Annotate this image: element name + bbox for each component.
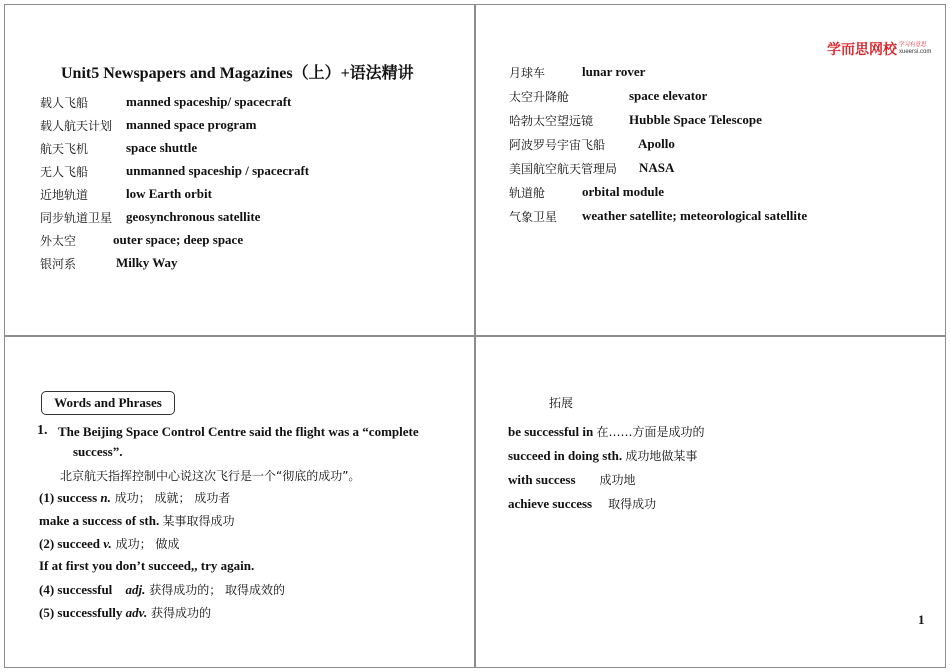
page-number: 1 — [918, 612, 925, 627]
term-chinese: 无人飞船 — [40, 165, 89, 179]
page-title: Unit5 Newspapers and Magazines（上）+语法精讲 — [61, 65, 414, 82]
list-item — [508, 495, 656, 512]
phrase: make a success of sth. — [39, 513, 163, 528]
phrase: succeed in doing sth. — [508, 448, 626, 463]
logo-url: xueersi.com — [899, 49, 932, 55]
word: (1) success — [39, 490, 101, 505]
word: (5) successfully — [39, 605, 126, 620]
example-sentence: The Beijing Space Control Centre said the flight was a “complete — [58, 424, 419, 439]
word: (2) succeed — [39, 536, 104, 551]
term-chinese: 阿波罗号宇宙飞船 — [509, 138, 606, 152]
list-item — [39, 581, 285, 598]
meaning: 成功； 成就； 成功者 — [110, 491, 231, 505]
list-item — [509, 136, 675, 153]
meaning: 获得成功的； 取得成效的 — [145, 583, 286, 597]
term-english: space elevator — [629, 88, 708, 103]
meaning: 成功地 — [599, 473, 636, 487]
term-english: space shuttle — [126, 140, 198, 155]
list-item — [508, 423, 705, 440]
list-item — [40, 117, 257, 134]
list-item — [40, 140, 198, 157]
term-english: manned spaceship/ spacecraft — [126, 94, 292, 109]
term-chinese: 银河系 — [40, 257, 77, 271]
list-item — [39, 558, 254, 574]
meaning: 取得成功 — [608, 497, 657, 511]
term-english: weather satellite; meteorological satellite — [582, 208, 808, 223]
term-chinese: 外太空 — [40, 234, 77, 248]
term-chinese: 轨道舱 — [509, 186, 546, 200]
list-item — [40, 186, 212, 203]
logo-text: 学而思网校 — [827, 42, 897, 58]
list-item — [40, 94, 292, 111]
term-chinese: 近地轨道 — [40, 188, 89, 202]
list-item — [508, 447, 697, 464]
part-of-speech: adv. — [125, 605, 148, 620]
term-english: unmanned spaceship / spacecraft — [126, 163, 310, 178]
list-item — [39, 489, 230, 506]
list-item — [40, 163, 310, 180]
meaning: 成功地做某事 — [625, 449, 698, 463]
term-english: NASA — [639, 160, 675, 175]
section-label: Words and Phrases — [41, 391, 175, 415]
part-of-speech: v. — [103, 536, 112, 551]
logo-side — [899, 42, 931, 56]
term-chinese: 同步轨道卫星 — [40, 211, 113, 225]
meaning: 获得成功的 — [147, 606, 212, 620]
meaning: 某事取得成功 — [162, 514, 235, 528]
term-english: manned space program — [126, 117, 257, 132]
slide-vocabulary-2 — [475, 4, 946, 336]
term-english: outer space; deep space — [113, 232, 244, 247]
term-english: lunar rover — [582, 64, 646, 79]
section-heading: 拓展 — [549, 396, 574, 410]
phrase: achieve success — [508, 496, 593, 511]
brand-logo — [827, 39, 931, 59]
term-chinese: 载人飞船 — [40, 96, 89, 110]
example-sentence-cont: success”. — [73, 444, 123, 459]
meaning: 在……方面是成功的 — [596, 425, 705, 439]
list-item — [509, 112, 762, 129]
term-chinese: 美国航空航天管理局 — [509, 162, 618, 176]
meaning: 成功； 做成 — [111, 537, 180, 551]
list-item — [508, 471, 636, 488]
term-english: Hubble Space Telescope — [629, 112, 762, 127]
term-chinese: 气象卫星 — [509, 210, 558, 224]
list-item — [39, 604, 211, 621]
list-item — [40, 232, 244, 249]
phrase: with success — [508, 472, 576, 487]
list-item — [40, 209, 261, 226]
slide-extension — [475, 336, 946, 668]
term-chinese: 月球车 — [509, 66, 546, 80]
term-chinese: 哈勃太空望远镜 — [509, 114, 594, 128]
list-item — [509, 184, 664, 201]
part-of-speech: n. — [100, 490, 111, 505]
list-item — [509, 88, 708, 105]
list-item — [39, 512, 235, 529]
list-item — [39, 535, 179, 552]
word: (4) successful — [39, 582, 116, 597]
item-number: 1. — [37, 423, 48, 438]
term-english: low Earth orbit — [126, 186, 212, 201]
term-english: orbital module — [582, 184, 664, 199]
phrase: be successful in — [508, 424, 597, 439]
term-english: Apollo — [638, 136, 675, 151]
list-item — [40, 255, 178, 272]
list-item — [509, 64, 646, 81]
slide-words-phrases — [4, 336, 475, 668]
part-of-speech: adj. — [125, 582, 146, 597]
list-item — [509, 160, 675, 177]
slide-vocabulary-1 — [4, 4, 475, 336]
term-english: geosynchronous satellite — [126, 209, 261, 224]
example-sentence: If at first you don’t succeed,, try again. — [39, 558, 255, 573]
term-chinese: 太空升降舱 — [509, 90, 570, 104]
list-item — [509, 208, 808, 225]
term-chinese: 载人航天计划 — [40, 119, 113, 133]
term-english: Milky Way — [116, 255, 178, 270]
term-chinese: 航天飞机 — [40, 142, 89, 156]
sentence-translation: 北京航天指挥控制中心说这次飞行是一个“彻底的成功”。 — [60, 469, 361, 483]
logo-slogan: 学习有意思 — [899, 42, 927, 48]
